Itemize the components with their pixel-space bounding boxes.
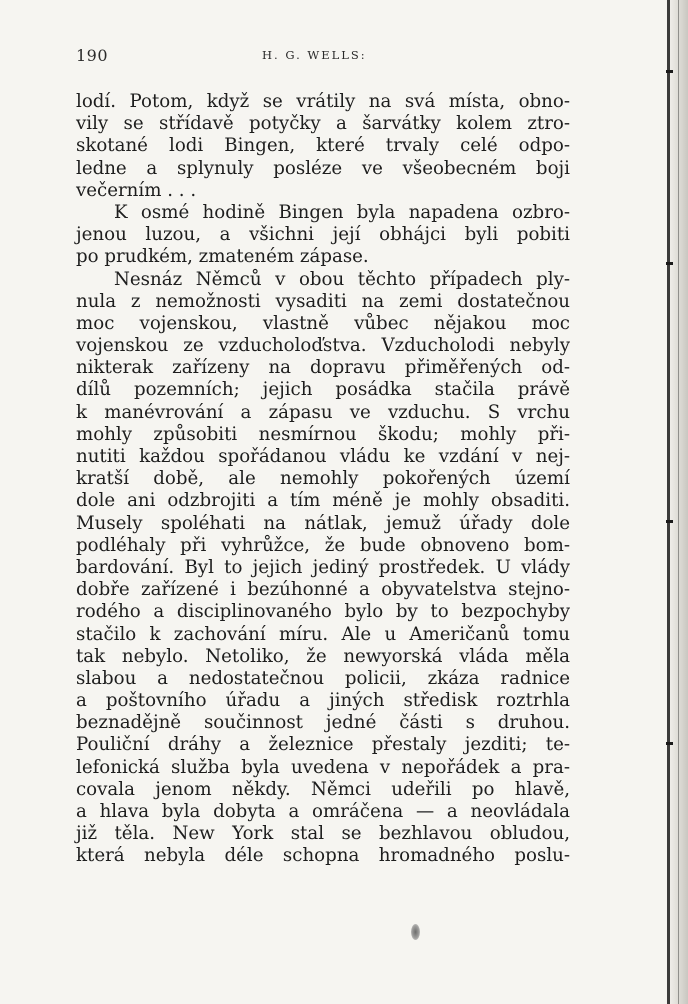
binding-mark (666, 262, 673, 265)
text-line: bardování. Byl to jejich jediný prostředek. U vlády (76, 556, 570, 578)
text-line: již těla. New York stal se bezhlavou obludou, (76, 823, 570, 845)
text-line: ledne a splynuly posléze ve všeobecném boji (76, 157, 570, 179)
text-line: mohly způsobiti nesmírnou škodu; mohly při- (76, 423, 570, 445)
text-line: podléhaly při vyhrůžce, že bude obnoveno bom- (76, 534, 570, 556)
text-line: jenou luzou, a všichni její obhájci byli pobiti (76, 224, 570, 246)
text-line: vojenskou ze vzducholoďstva. Vzducholodi nebyly (76, 335, 570, 357)
text-line: dobře zařízené i bezúhonné a obyvatelstva stejno- (76, 579, 570, 601)
text-line: slabou a nedostatečnou policii, zkáza radnice (76, 667, 570, 689)
text-line: vily se střídavě potyčky a šarvátky kolem ztro- (76, 113, 570, 135)
binding-mark (666, 520, 673, 523)
text-line: nutiti každou spořádanou vládu ke vzdání v nej- (76, 446, 570, 467)
binding-edge-line-faint (678, 0, 679, 1004)
text-line: stačilo k zachování míru. Ale u Američanů tomu (76, 623, 570, 645)
page-header (76, 46, 570, 68)
page-number: 190 (76, 46, 109, 65)
text-line: Pouliční dráhy a železnice přestaly jezditi; te- (76, 734, 570, 756)
text-line: a hlava byla dobyta a omráčena — a neovládala (76, 801, 570, 822)
text-line: nikterak zařízeny na dopravu přiměřených od- (76, 357, 570, 379)
binding-edge-line (667, 0, 670, 1004)
text-line: lefonická služba byla uvedena v nepořádek a pra- (76, 756, 570, 778)
binding-mark (666, 70, 673, 73)
text-line: covala jenom někdy. Němci udeřili po hlavě, (76, 778, 570, 800)
text-line: kratší době, ale nemohly pokořených území (76, 468, 570, 490)
text-line: po prudkém, zmateném zápase. (76, 246, 369, 268)
text-line: K osmé hodině Bingen byla napadena ozbro- (114, 201, 570, 223)
text-line: beznadějně součinnost jedné části s druhou. (76, 712, 570, 734)
text-line: a poštovního úřadu a jiných středisk roztrhla (76, 690, 570, 712)
running-head: H. G. WELLS: (262, 48, 367, 62)
text-line: nula z nemožnosti vysaditi na zemi dostatečnou (76, 290, 570, 312)
text-line: moc vojenskou, vlastně vůbec nějakou moc (76, 312, 570, 334)
text-line: která nebyla déle schopna hromadného poslu- (76, 845, 570, 867)
text-line: rodého a disciplinovaného bylo by to bezpochyby (76, 601, 570, 623)
text-line: dole ani odzbrojiti a tím méně je mohly obsaditi. (76, 490, 570, 512)
text-line: Musely spoléhati na nátlak, jemuž úřady dole (76, 512, 570, 534)
text-line: k manévrování a zápasu ve vzduchu. S vrchu (76, 401, 570, 423)
text-line: skotané lodi Bingen, které trvaly celé odpo- (76, 135, 570, 157)
text-line: tak nebylo. Netoliko, že newyorská vláda měla (76, 645, 570, 667)
text-line: Nesnáz Němců v obou těchto případech ply- (114, 268, 570, 290)
text-line: lodí. Potom, když se vrátily na svá místa, obno- (76, 91, 570, 112)
text-line: dílů pozemních; jejich posádka stačila právě (76, 379, 570, 401)
body-text (76, 91, 570, 868)
binding-mark (666, 742, 673, 745)
ink-smudge (411, 924, 420, 940)
text-line: večerním . . . (76, 179, 197, 201)
